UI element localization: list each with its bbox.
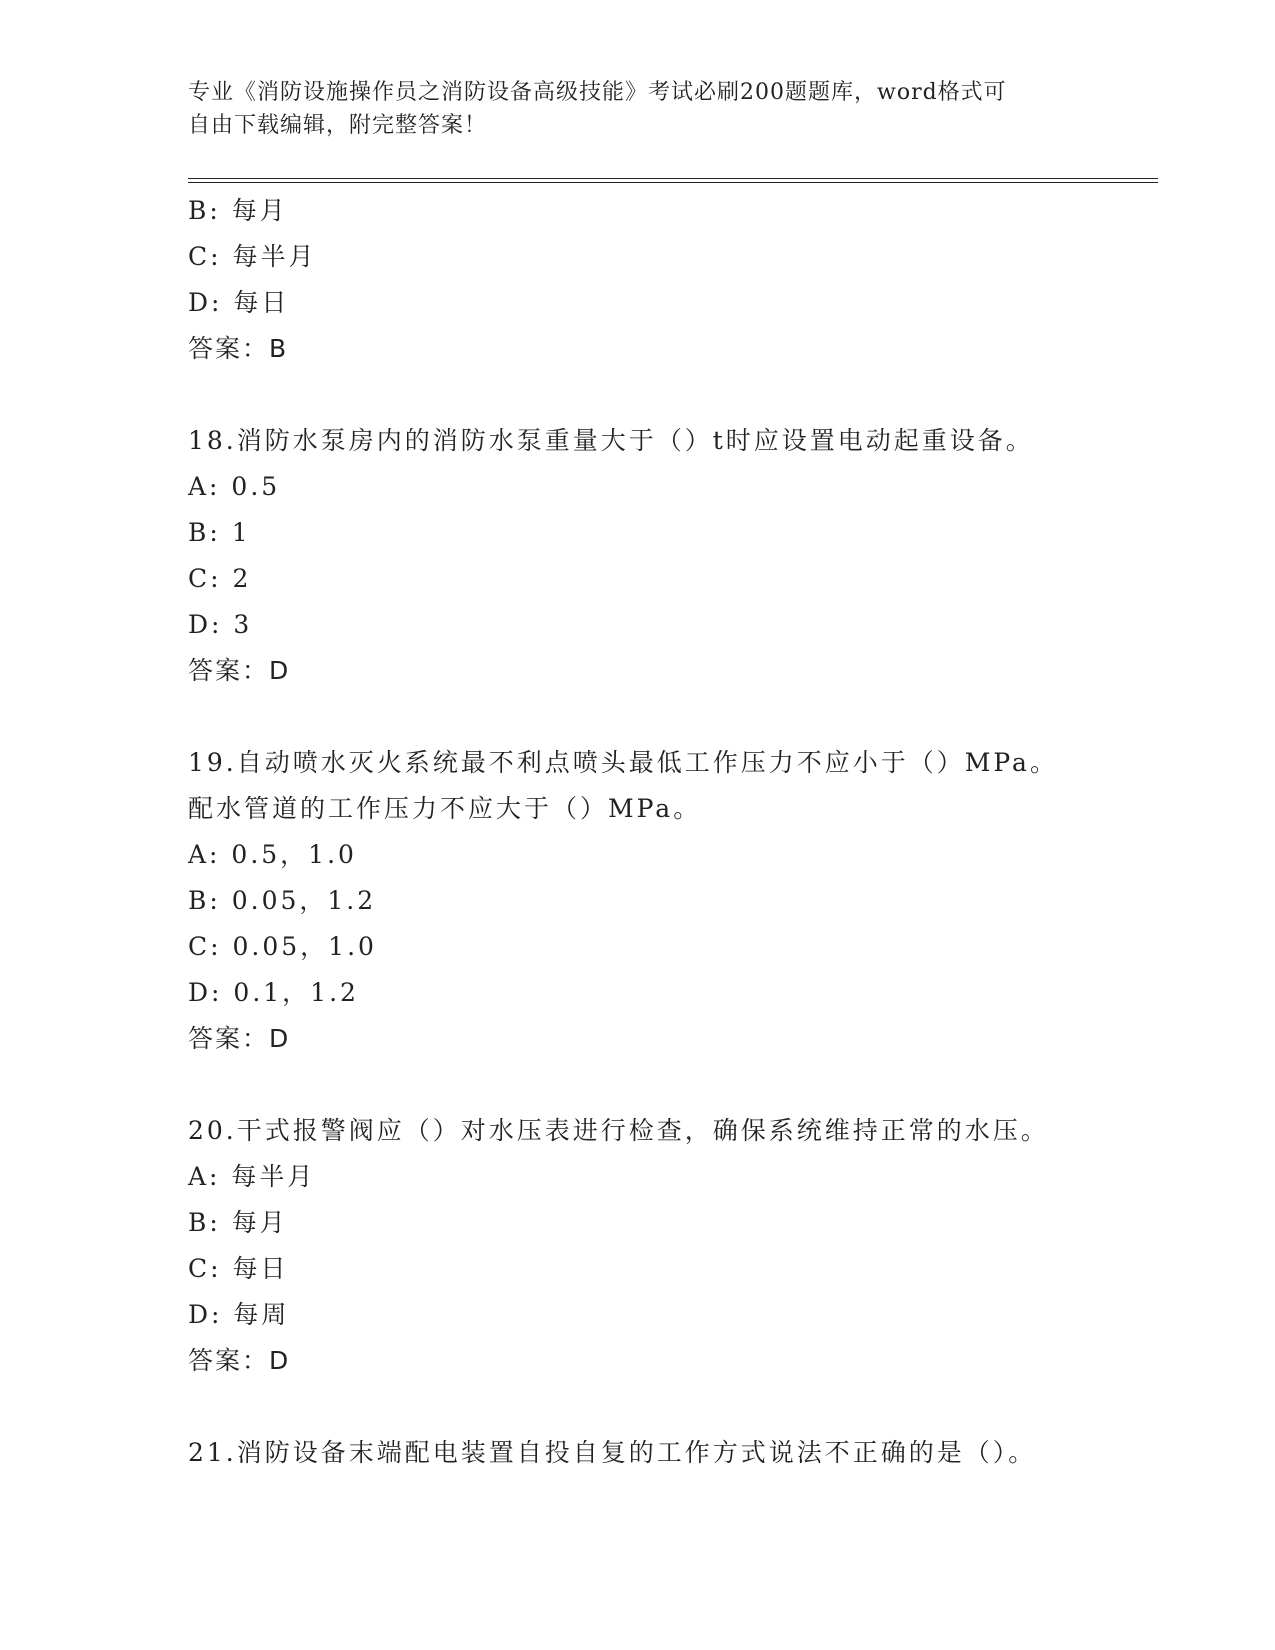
option-a: A: 每半月 [188,1162,316,1191]
spacer [188,1062,1148,1108]
spacer [188,694,1148,740]
option-c: C: 每日 [188,1254,289,1283]
question-20 [188,1108,1148,1384]
header-line-1: 专业《消防设施操作员之消防设备高级技能》考试必刷200题题库，word格式可 [188,80,1007,105]
answer: 答案：D [188,656,291,685]
option-a: A: 0.5，1.0 [188,840,357,869]
spacer [188,372,1148,418]
answer: 答案：D [188,1024,291,1053]
option-c: C: 2 [188,564,252,593]
answer: 答案：B [188,334,289,363]
option-c: C: 0.05，1.0 [188,932,377,961]
question-stem-continued: 配水管道的工作压力不应大于（）MPa。 [188,794,702,823]
option-d: D: 每日 [188,288,290,317]
option-d: D: 3 [188,610,253,639]
document-header [188,76,1078,142]
option-b: B: 0.05，1.2 [188,886,377,915]
option-d: D: 0.1，1.2 [188,978,359,1007]
option-c: C: 每半月 [188,242,317,271]
spacer [188,1384,1148,1430]
question-19 [188,740,1148,1062]
option-b: B: 每月 [188,196,288,225]
question-18 [188,418,1148,694]
question-21 [188,1430,1148,1476]
header-divider [188,178,1158,183]
question-17-tail [188,188,1148,372]
header-line-2: 自由下载编辑，附完整答案！ [188,113,488,138]
question-stem: 19.自动喷水灭火系统最不利点喷头最低工作压力不应小于（）MPa。 [188,748,1058,777]
option-b: B: 1 [188,518,251,547]
question-stem: 20.干式报警阀应（）对水压表进行检查，确保系统维持正常的水压。 [188,1116,1049,1145]
option-d: D: 每周 [188,1300,290,1329]
option-a: A: 0.5 [188,472,281,501]
option-b: B: 每月 [188,1208,288,1237]
answer: 答案：D [188,1346,291,1375]
question-list [188,188,1148,1476]
question-stem: 21.消防设备末端配电装置自投自复的工作方式说法不正确的是（）。 [188,1438,1037,1467]
question-stem: 18.消防水泵房内的消防水泵重量大于（）t时应设置电动起重设备。 [188,426,1034,455]
